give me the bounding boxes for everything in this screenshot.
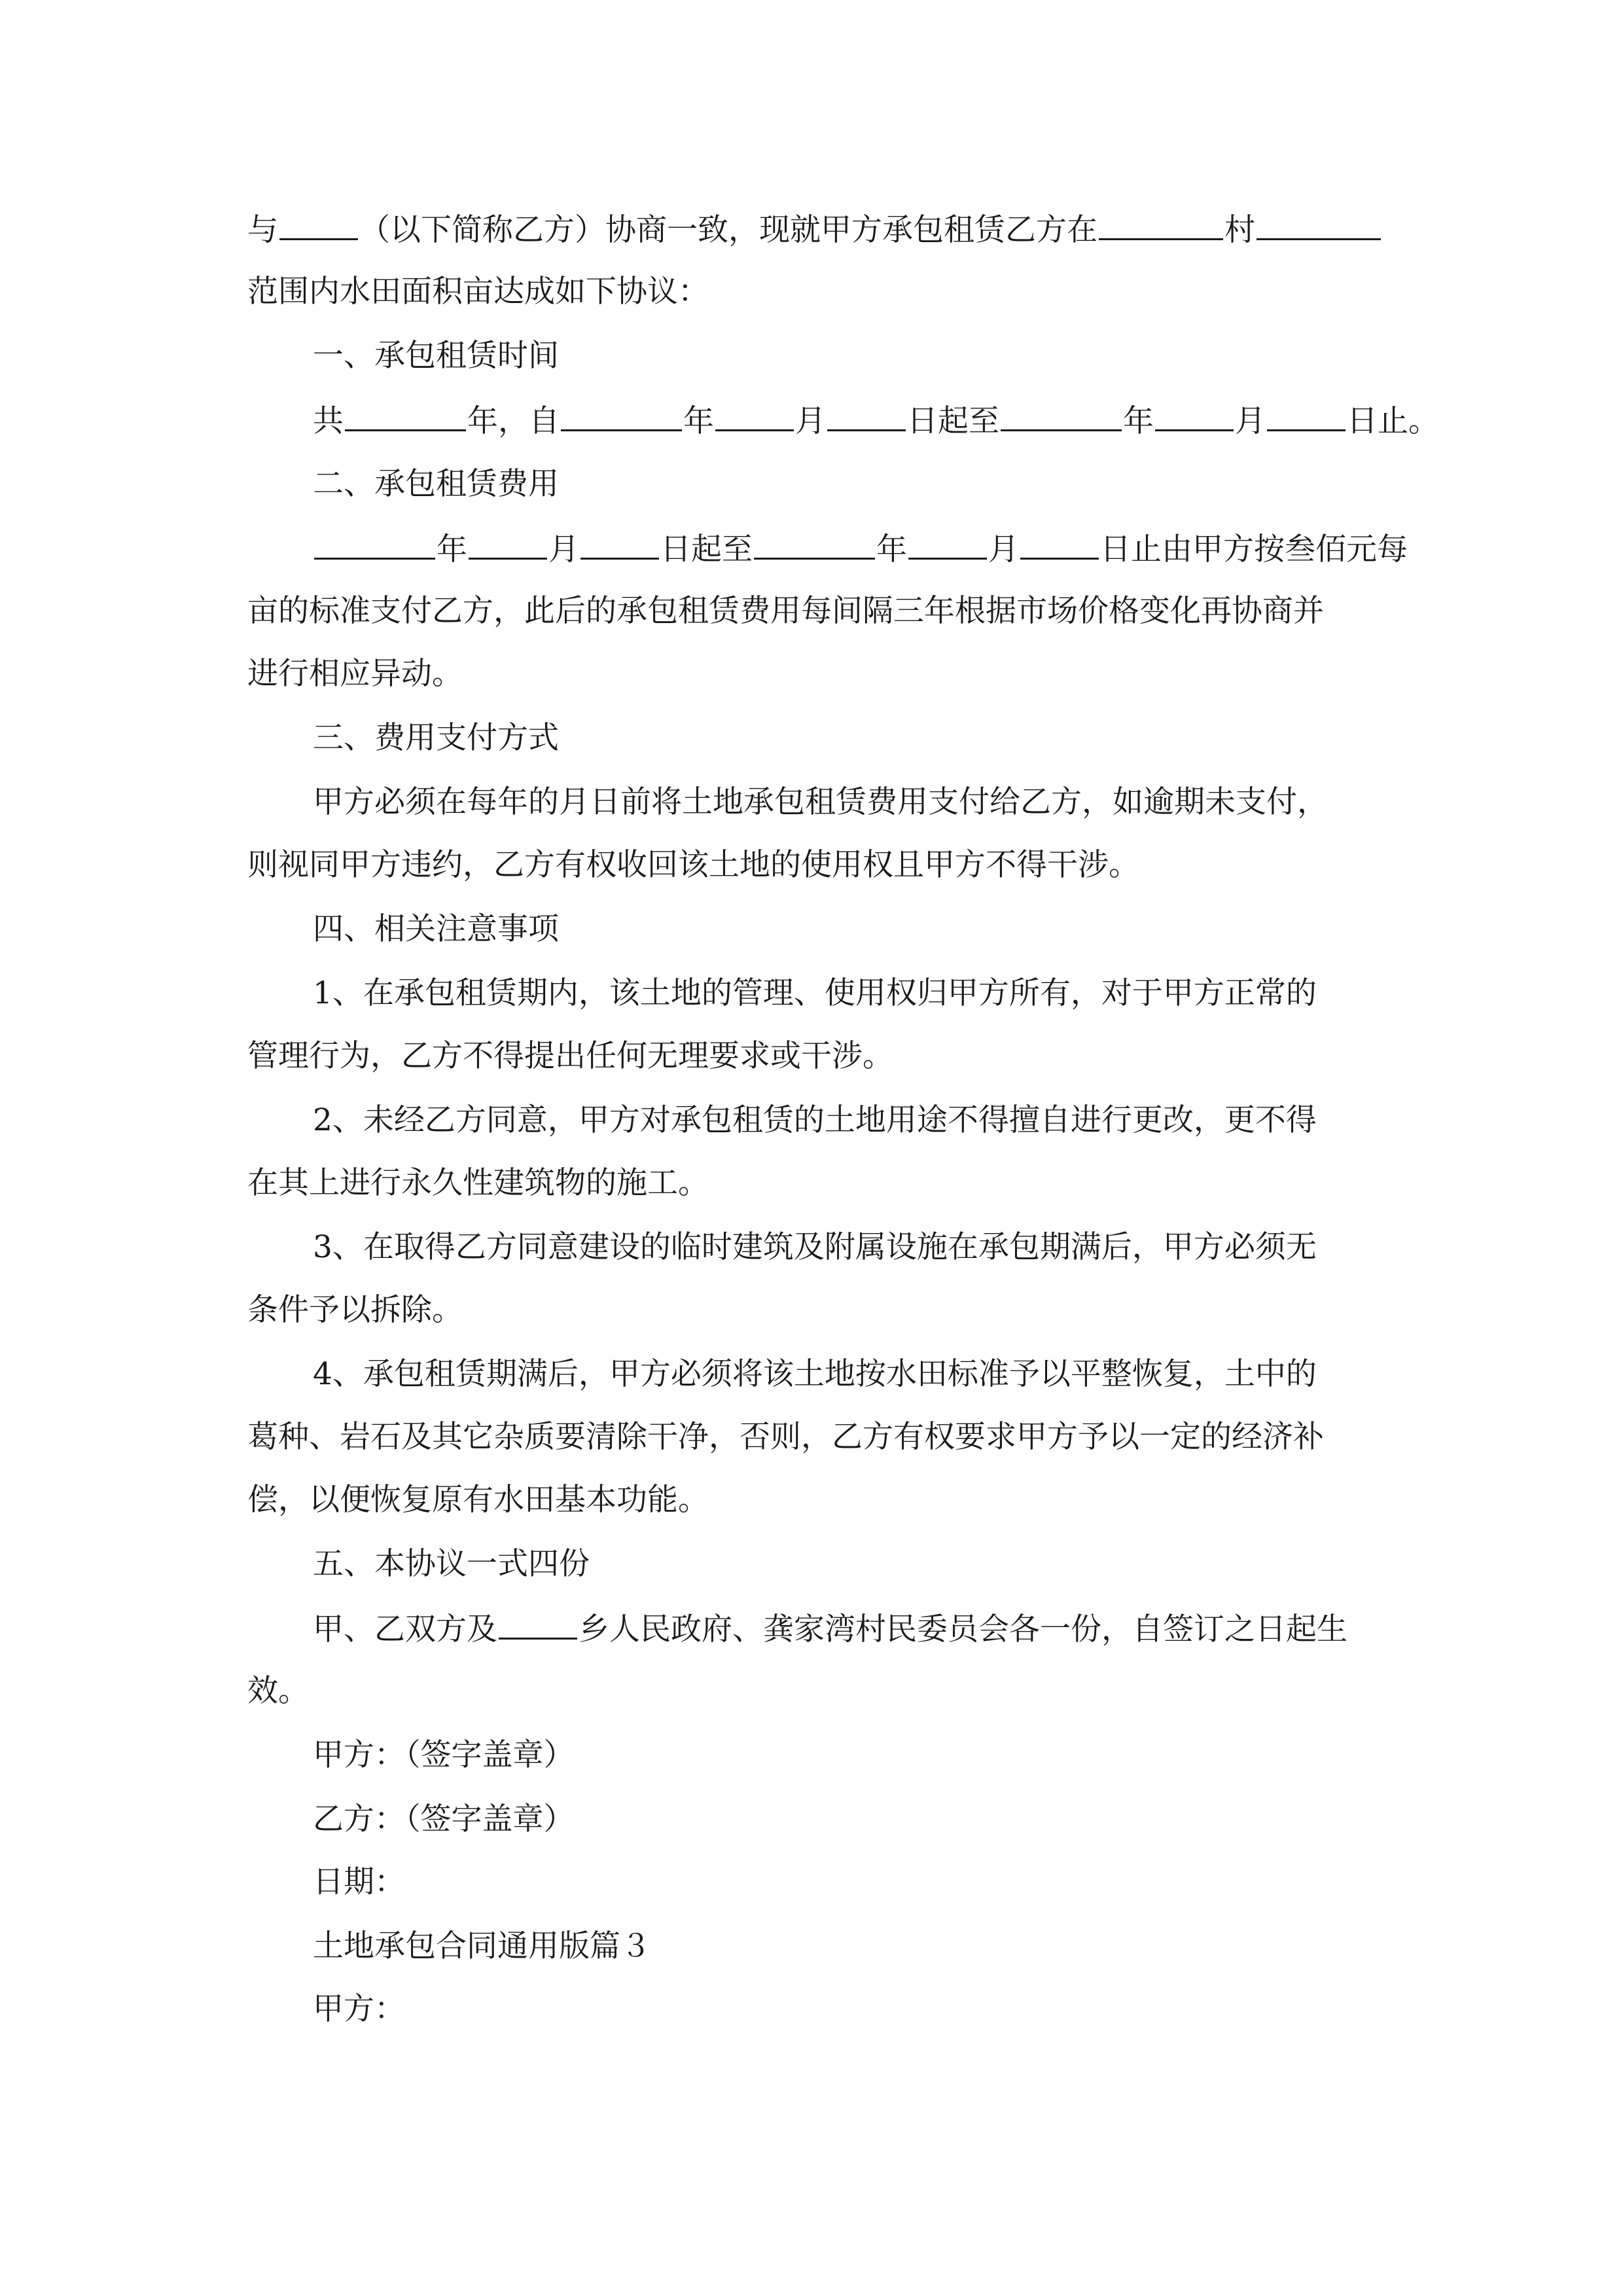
paragraph-line: 与 （以下简称乙方）协商一致，现就甲方承包租赁乙方在 村 [247, 209, 1382, 250]
section-heading: 二、承包租赁费用 [313, 466, 559, 502]
blank-field [754, 529, 875, 560]
blank-field [580, 529, 659, 560]
paragraph-line: 效。 [247, 1673, 309, 1709]
paragraph-line: 葛种、岩石及其它杂质要清除干净，否则，乙方有权要求甲方予以一定的经济补 [247, 1419, 1324, 1455]
blank-field [314, 529, 435, 560]
blank-field [1020, 529, 1099, 560]
paragraph-line: 偿，以便恢复原有水田基本功能。 [247, 1482, 709, 1518]
blank-field [345, 401, 466, 431]
paragraph-line: 3、在取得乙方同意建设的临时建筑及附属设施在承包期满后，甲方必须无 [313, 1229, 1317, 1265]
paragraph-line: 甲、乙双方及 乡人民政府、龚家湾村民委员会各一份，自签订之日起生 [313, 1609, 1347, 1649]
blank-field [469, 529, 547, 560]
blank-field [499, 1609, 577, 1640]
section-heading: 五、本协议一式四份 [313, 1546, 590, 1582]
paragraph-line: 1、在承包租赁期内，该土地的管理、使用权归甲方所有，对于甲方正常的 [313, 975, 1317, 1011]
paragraph-line: 则视同甲方违约，乙方有权收回该土地的使用权且甲方不得干涉。 [247, 847, 1139, 883]
blank-field [908, 529, 987, 560]
blank-field [1267, 401, 1346, 431]
blank-field [715, 401, 794, 431]
party-a-label: 甲方： [313, 1991, 405, 2027]
blank-field [561, 401, 682, 431]
paragraph-line: 共 年，自 年 月 日起至 年 月 日止。 [313, 401, 1439, 441]
paragraph-line: 条件予以拆除。 [247, 1292, 463, 1328]
paragraph-line: 年 月 日起至 年 月 日止由甲方按叁佰元每 [313, 529, 1408, 569]
date-line: 日期： [313, 1864, 405, 1900]
signature-line-party-a: 甲方：（签字盖章） [313, 1737, 575, 1773]
blank-field [1099, 209, 1223, 240]
paragraph-line: 范围内水田面积亩达成如下协议： [247, 274, 709, 310]
blank-field [279, 209, 358, 240]
section-heading: 四、相关注意事项 [313, 911, 559, 947]
paragraph-line: 进行相应异动。 [247, 656, 463, 692]
blank-field [1155, 401, 1234, 431]
section-heading: 三、费用支付方式 [313, 720, 559, 756]
section-heading: 一、承包租赁时间 [313, 338, 559, 374]
paragraph-line: 4、承包租赁期满后，甲方必须将该土地按水田标准予以平整恢复，土中的 [313, 1356, 1317, 1392]
section-title: 土地承包合同通用版篇３ [313, 1928, 651, 1964]
blank-field [1001, 401, 1122, 431]
paragraph-line: 管理行为，乙方不得提出任何无理要求或干涉。 [247, 1038, 893, 1074]
paragraph-line: 2、未经乙方同意，甲方对承包租赁的土地用途不得擅自进行更改，更不得 [313, 1102, 1317, 1138]
paragraph-line: 甲方必须在每年的月日前将土地承包租赁费用支付给乙方，如逾期未支付， [313, 784, 1328, 820]
signature-line-party-b: 乙方：（签字盖章） [313, 1801, 575, 1837]
blank-field [827, 401, 906, 431]
paragraph-line: 在其上进行永久性建筑物的施工。 [247, 1165, 709, 1201]
paragraph-line: 亩的标准支付乙方，此后的承包租赁费用每间隔三年根据市场价格变化再协商并 [247, 593, 1324, 629]
blank-field [1257, 209, 1381, 240]
